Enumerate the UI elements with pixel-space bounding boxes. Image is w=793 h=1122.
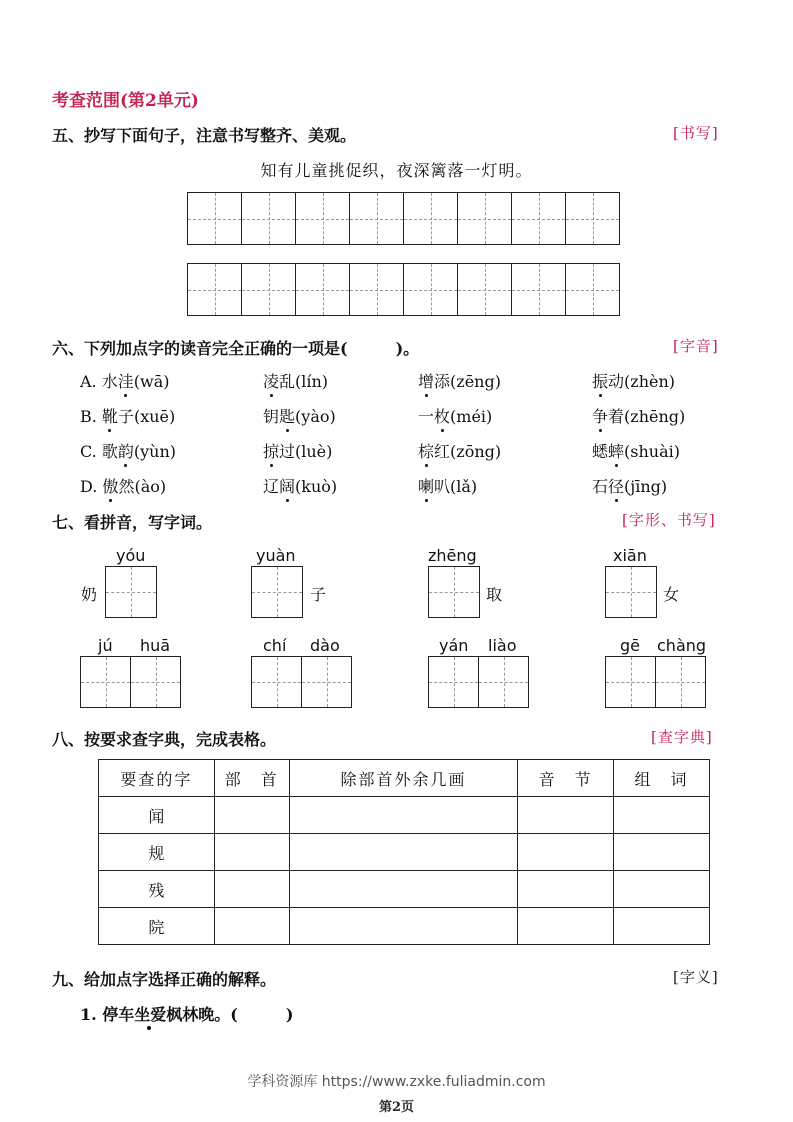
lookup-char: 规	[99, 834, 215, 871]
watermark-footer: 学科资源库 https://www.zxke.fuliadmin.com	[247, 1074, 546, 1090]
option-b-1: B. 靴子(xuē)	[80, 407, 176, 426]
pinyin-label: liào	[488, 636, 517, 655]
option-d-2: 辽阔(kuò)	[263, 477, 338, 496]
answer-cell[interactable]	[214, 908, 289, 945]
answer-cell[interactable]	[214, 834, 289, 871]
option-c-3: 棕红(zōng)	[418, 442, 502, 461]
answer-box[interactable]	[605, 656, 656, 708]
question-8-title: 八、按要求查字典，完成表格。	[52, 730, 277, 749]
table-row	[99, 908, 710, 945]
pinyin-label: huā	[140, 636, 171, 655]
question-7-tag: [ 字形、书写 ]	[622, 509, 716, 530]
answer-box[interactable]	[301, 656, 352, 708]
given-character: 奶	[81, 585, 98, 604]
emphasis-dot	[147, 1026, 151, 1030]
pinyin-label: zhēng	[428, 546, 477, 565]
answer-cell[interactable]	[214, 797, 289, 834]
pinyin-label: yán	[439, 636, 469, 655]
answer-box[interactable]	[251, 656, 302, 708]
answer-box[interactable]	[428, 566, 480, 618]
option-a-4: 振动(zhèn)	[592, 372, 676, 391]
pinyin-label: yuàn	[256, 546, 296, 565]
table-header: 组 词	[614, 760, 710, 797]
answer-cell[interactable]	[614, 834, 710, 871]
pinyin-label: gē	[620, 636, 640, 655]
question-5-title: 五、抄写下面句子，注意书写整齐、美观。	[52, 126, 357, 145]
answer-box[interactable]	[428, 656, 479, 708]
lookup-char: 闻	[99, 797, 215, 834]
pinyin-label: xiān	[613, 546, 647, 565]
pinyin-label: dào	[310, 636, 340, 655]
question-9-tag: [ 字义 ]	[673, 966, 719, 987]
question-7-title: 七、看拼音，写字词。	[52, 513, 213, 532]
answer-cell[interactable]	[518, 908, 614, 945]
table-header: 音 节	[518, 760, 614, 797]
answer-box[interactable]	[251, 566, 303, 618]
option-d-3: 喇叭(lǎ)	[418, 477, 478, 496]
answer-box[interactable]	[605, 566, 657, 618]
given-character: 子	[310, 585, 327, 604]
answer-cell[interactable]	[289, 797, 518, 834]
answer-cell[interactable]	[614, 908, 710, 945]
pinyin-label: jú	[98, 636, 113, 655]
table-header: 除部首外余几画	[289, 760, 518, 797]
given-character: 取	[486, 585, 503, 604]
answer-cell[interactable]	[289, 834, 518, 871]
option-d-4: 石径(jīng)	[592, 477, 668, 496]
table-row	[99, 797, 710, 834]
answer-box[interactable]	[80, 656, 131, 708]
answer-cell[interactable]	[614, 797, 710, 834]
option-a-1: A. 水洼(wā)	[80, 372, 170, 391]
option-c-4: 蟋蟀(shuài)	[592, 442, 680, 461]
option-a-3: 增添(zēng)	[418, 372, 501, 391]
table-header: 部 首	[214, 760, 289, 797]
pinyin-label: chí	[263, 636, 287, 655]
answer-box[interactable]	[655, 656, 706, 708]
option-a-2: 凌乱(lín)	[263, 372, 329, 391]
answer-box[interactable]	[105, 566, 157, 618]
table-row	[99, 834, 710, 871]
answer-cell[interactable]	[289, 871, 518, 908]
option-c-2: 掠过(luè)	[263, 442, 333, 461]
scope-heading: 考查范围(第2单元)	[52, 91, 199, 111]
pinyin-label: yóu	[116, 546, 146, 565]
question-9-item-1: 1. 停车坐爱枫林晚。( )	[80, 1005, 294, 1024]
table-header-row	[99, 760, 710, 797]
answer-cell[interactable]	[214, 871, 289, 908]
page-number: 第2页	[378, 1100, 415, 1115]
table-row	[99, 871, 710, 908]
question-6-title: 六、下列加点字的读音完全正确的一项是( )。	[52, 339, 420, 358]
question-8-tag: [ 查字典 ]	[651, 726, 713, 747]
lookup-char: 院	[99, 908, 215, 945]
question-5-tag: [ 书写 ]	[673, 122, 719, 143]
lookup-char: 残	[99, 871, 215, 908]
answer-cell[interactable]	[614, 871, 710, 908]
answer-box[interactable]	[478, 656, 529, 708]
option-b-4: 争着(zhēng)	[592, 407, 686, 426]
answer-cell[interactable]	[518, 871, 614, 908]
answer-cell[interactable]	[518, 834, 614, 871]
writing-grid-row-2[interactable]	[187, 263, 620, 316]
option-b-3: 一枚(méi)	[418, 407, 493, 426]
answer-cell[interactable]	[289, 908, 518, 945]
question-9-title: 九、给加点字选择正确的解释。	[52, 970, 277, 989]
option-b-2: 钥匙(yào)	[263, 407, 336, 426]
copy-sentence: 知有儿童挑促织，夜深篱落一灯明。	[260, 161, 533, 180]
option-c-1: C. 歌韵(yùn)	[80, 442, 177, 461]
answer-cell[interactable]	[518, 797, 614, 834]
given-character: 女	[663, 585, 680, 604]
writing-grid-row-1[interactable]	[187, 192, 620, 245]
option-d-1: D. 傲然(ào)	[80, 477, 167, 496]
pinyin-label: chàng	[657, 636, 707, 655]
question-6-tag: [ 字音 ]	[673, 335, 719, 356]
dictionary-table	[98, 759, 710, 945]
table-header: 要查的字	[99, 760, 215, 797]
answer-box[interactable]	[130, 656, 181, 708]
